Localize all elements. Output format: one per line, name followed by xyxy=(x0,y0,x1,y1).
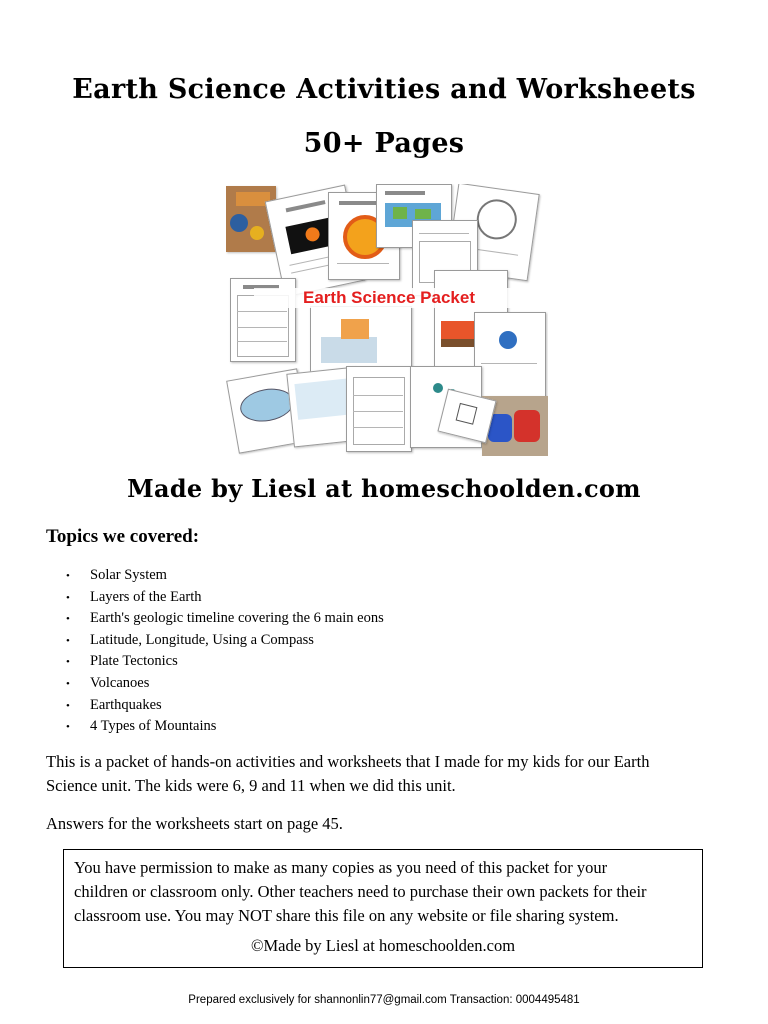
topic-label: Earthquakes xyxy=(90,696,162,713)
bullet-icon: • xyxy=(66,613,70,626)
topics-list xyxy=(66,565,384,738)
list-item xyxy=(66,716,384,738)
permission-line: classroom use. You may NOT share this file on any website or file sharing system. xyxy=(74,906,619,925)
author-credit: Made by Liesl at homeschoolden.com xyxy=(127,474,641,503)
page-title: Earth Science Activities and Worksheets xyxy=(72,74,696,105)
permission-line: children or classroom only. Other teachers need to purchase their own packets for their xyxy=(74,882,647,901)
orbit-sheet xyxy=(474,312,546,398)
page-subtitle: 50+ Pages xyxy=(303,128,465,159)
list-item xyxy=(66,608,384,630)
bullet-icon: • xyxy=(66,591,70,604)
permission-line: You have permission to make as many copies as you need of this packet for your xyxy=(74,858,608,877)
copyright-line: ©Made by Liesl at homeschoolden.com xyxy=(250,936,516,955)
bullet-icon: • xyxy=(66,656,70,669)
description-line: This is a packet of hands-on activities and worksheets that I made for my kids for our Earth xyxy=(46,752,650,771)
footer-transaction: Prepared exclusively for shannonlin77@gmail.com Transaction: 0004495481 xyxy=(188,994,580,1006)
topic-label: Volcanoes xyxy=(90,674,150,691)
topic-label: Solar System xyxy=(90,567,167,583)
topic-label: 4 Types of Mountains xyxy=(90,718,217,735)
permission-notice-box xyxy=(63,849,703,968)
bullet-icon: • xyxy=(66,677,70,690)
packet-description xyxy=(46,750,726,798)
packet-label: Earth Science Packet xyxy=(254,288,524,308)
topic-label: Earth's geologic timeline covering the 6 main eons xyxy=(90,610,384,627)
description-line: Science unit. The kids were 6, 9 and 11 when we did this unit. xyxy=(46,776,456,795)
mountains-sheet xyxy=(346,366,412,452)
bullet-icon: • xyxy=(66,570,70,582)
bullet-icon: • xyxy=(66,721,70,734)
topic-label: Plate Tectonics xyxy=(90,653,178,670)
list-item xyxy=(66,673,384,695)
list-item xyxy=(66,695,384,717)
topic-label: Layers of the Earth xyxy=(90,588,202,605)
list-item xyxy=(66,565,384,587)
packet-collage-image xyxy=(226,184,548,456)
list-item xyxy=(66,630,384,652)
bullet-icon: • xyxy=(66,699,70,712)
topic-label: Latitude, Longitude, Using a Compass xyxy=(90,631,314,648)
list-item xyxy=(66,651,384,673)
topics-heading: Topics we covered: xyxy=(46,526,200,547)
list-item xyxy=(66,587,384,609)
answers-note: Answers for the worksheets start on page 45. xyxy=(46,814,343,833)
bullet-icon: • xyxy=(66,634,70,647)
